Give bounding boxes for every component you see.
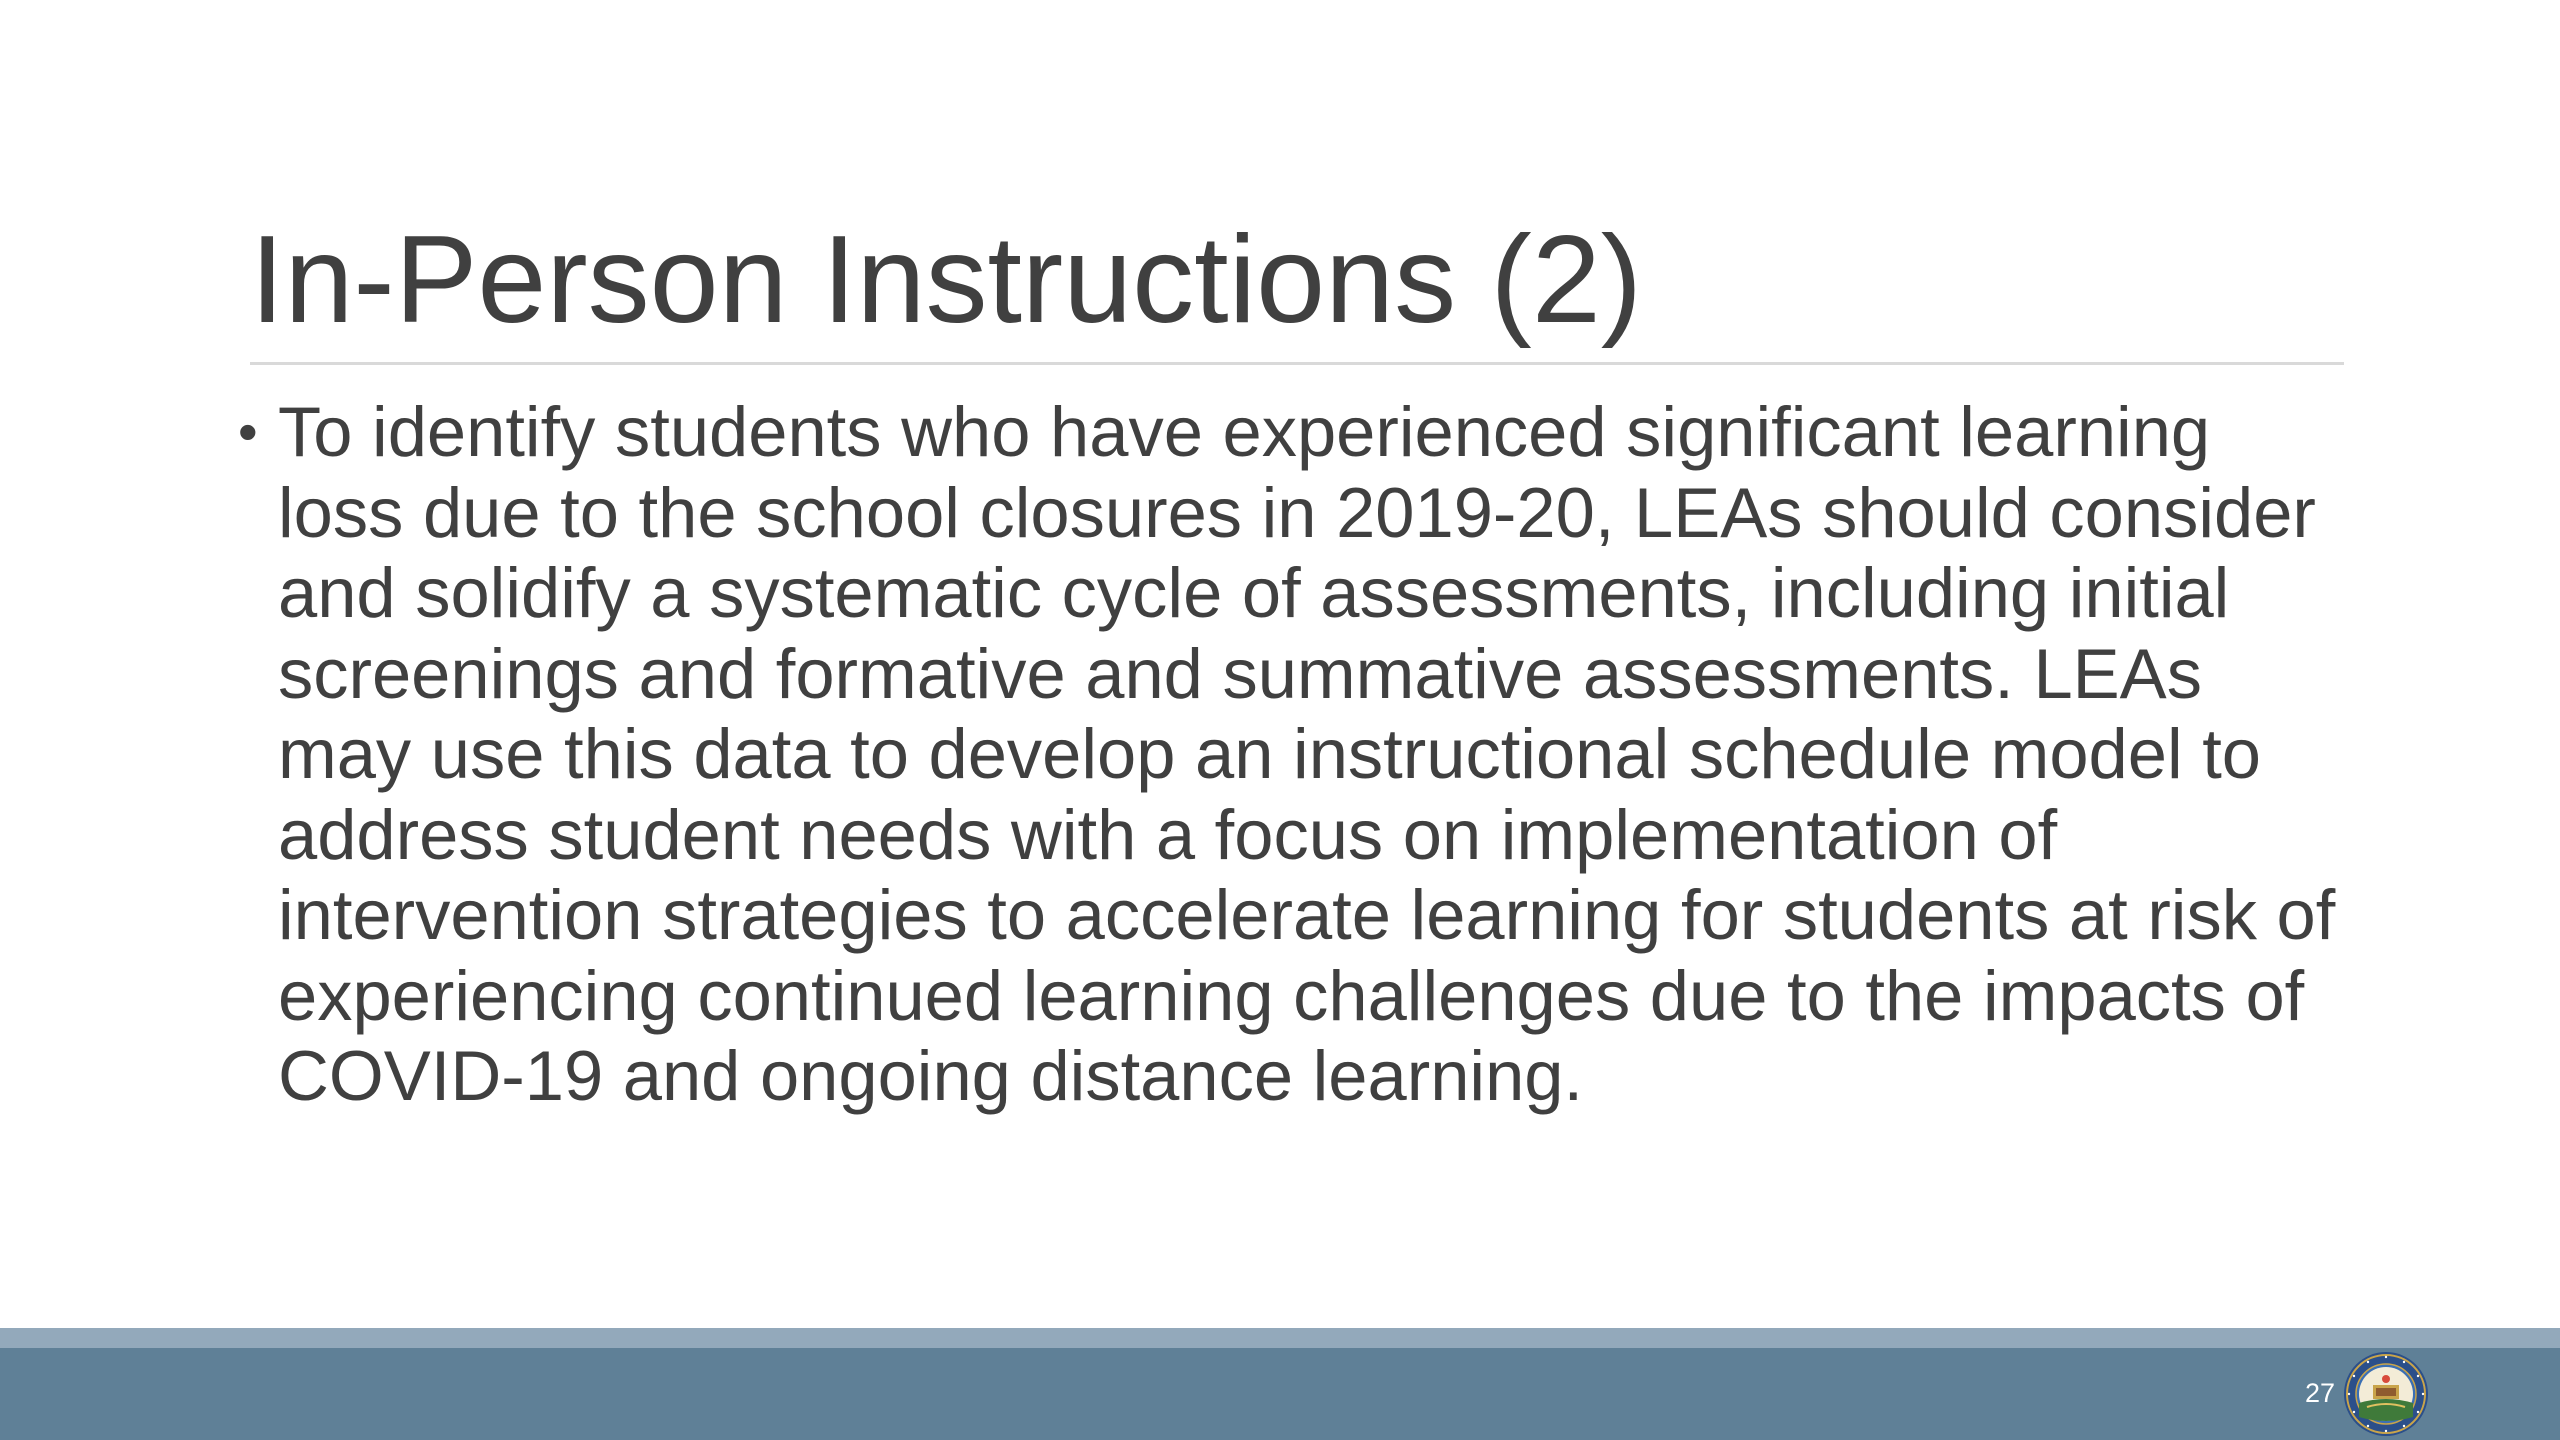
footer-accent-band [0,1328,2560,1348]
bullet-list [232,392,2352,1117]
page-number: 27 [2304,1378,2335,1408]
bullet-text: To identify students who have experienced significant learning loss due to the school closures in 2019-20, LEAs should consider and solidify a systematic cycle of assessments, including initial screenings and formative and summative assessments. LEAs may use this data to develop an instructional schedule model to address student needs with a focus on implementation of intervention strategies to accelerate learning for students at risk of experiencing continued learning challenges due to the impacts of COVID-19 and ongoing distance learning. [278,392,2336,1115]
state-seal-icon [2343,1351,2429,1437]
bullet-item [232,392,2352,1117]
bullet-marker: • [238,400,258,463]
title-divider [250,362,2344,365]
slide-title: In-Person Instructions (2) [250,211,1643,349]
footer-band [0,1348,2560,1440]
